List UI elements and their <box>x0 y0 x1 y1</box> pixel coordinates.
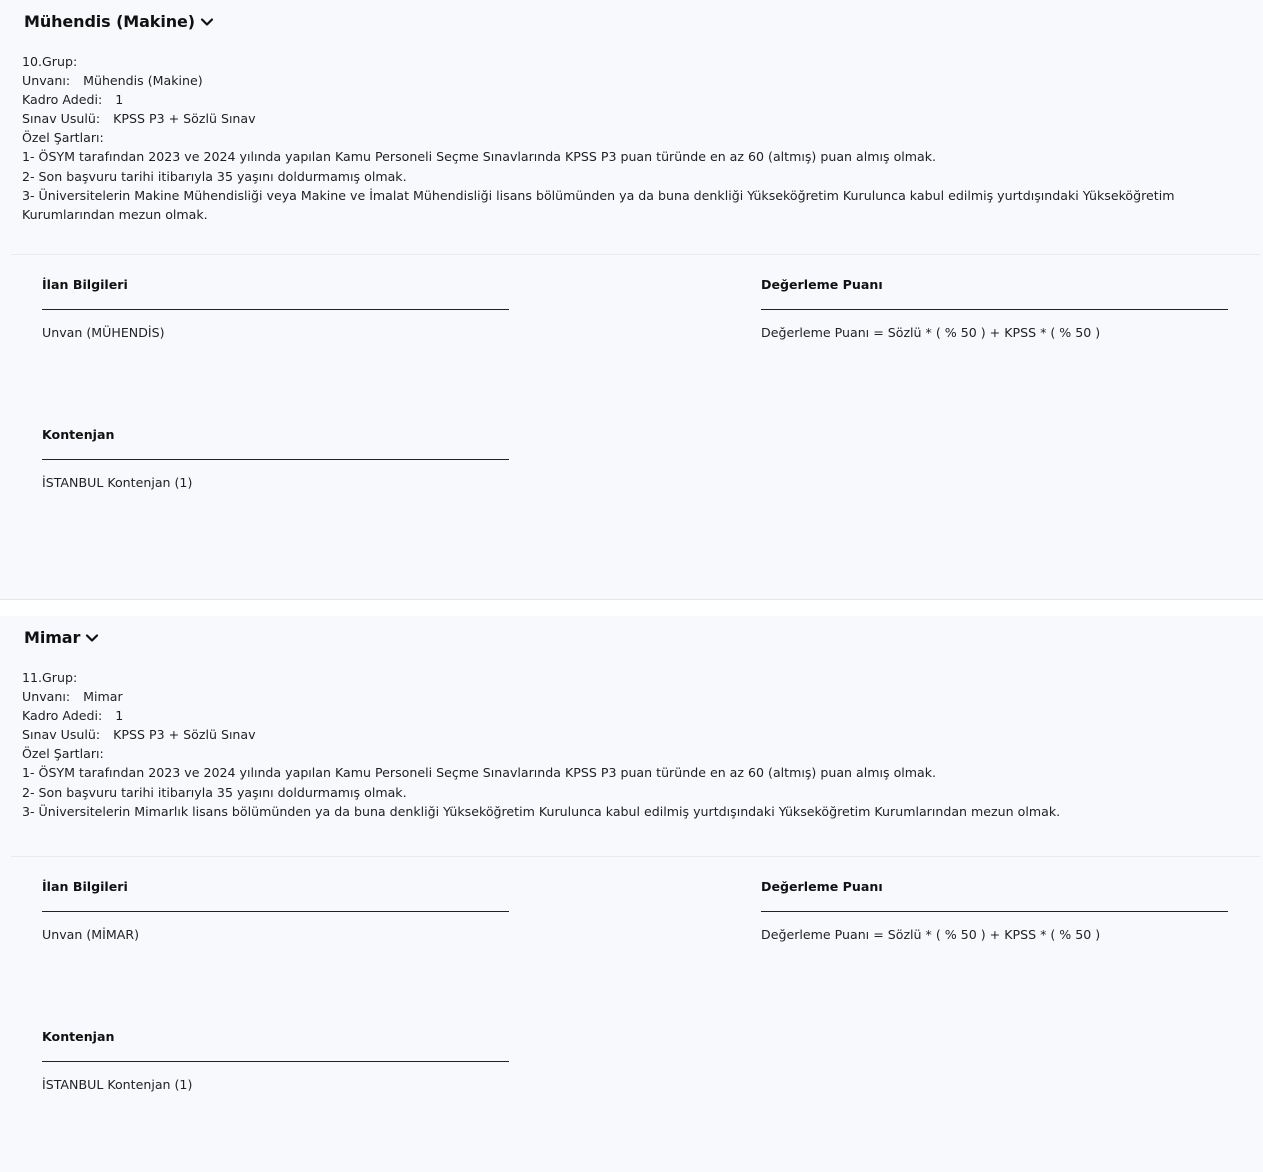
position-details <box>22 52 1247 224</box>
kadro-value: 1 <box>115 92 124 108</box>
kontenjan-value: İSTANBUL Kontenjan (1) <box>42 1077 193 1092</box>
section-divider <box>0 599 1263 600</box>
unvan-value: Mimar <box>83 689 123 705</box>
kadro-value: 1 <box>115 708 124 724</box>
kontenjan-title: Kontenjan <box>42 1029 115 1044</box>
condition-item: 3- Üniversitelerin Mimarlık lisans bölümünden ya da buna denkliği Yükseköğretim Kurulunca kabul edilmiş yurtdışındaki Yükseköğretim Kurumlarından mezun olmak. <box>22 803 1061 819</box>
unvan-label: Unvanı: <box>22 689 71 705</box>
ozel-sartlar-label: Özel Şartları: <box>22 130 104 146</box>
condition-item: 2- Son başvuru tarihi itibarıyla 35 yaşını doldurmamış olmak. <box>22 784 407 800</box>
degerleme-puani-value: Değerleme Puanı = Sözlü * ( % 50 ) + KPSS * ( % 50 ) <box>761 325 1101 340</box>
condition-item: 3- Üniversitelerin Makine Mühendisliği veya Makine ve İmalat Mühendisliği lisans bölümünden ya da buna denkliği Yükseköğretim Kurulunca kabul edilmiş yurtdışındaki Yükseköğretim Kurumlarından mezun olmak. <box>22 187 1175 222</box>
sinav-row <box>22 109 1247 128</box>
divider <box>11 254 1260 255</box>
divider <box>761 911 1228 912</box>
divider <box>42 309 509 310</box>
kontenjan-block <box>42 1029 509 1093</box>
sinav-row <box>22 725 1247 744</box>
sinav-value: KPSS P3 + Sözlü Sınav <box>113 727 256 743</box>
divider <box>42 459 509 460</box>
group-number: 10.Grup: <box>22 54 78 69</box>
kontenjan-value: İSTANBUL Kontenjan (1) <box>42 475 193 490</box>
ilan-bilgileri-block <box>42 879 509 943</box>
divider <box>761 309 1228 310</box>
ilan-bilgileri-title: İlan Bilgileri <box>42 879 128 894</box>
chevron-down-icon <box>200 15 214 29</box>
degerleme-puani-title: Değerleme Puanı <box>761 879 883 894</box>
kadro-label: Kadro Adedi: <box>22 708 103 724</box>
condition-item: 2- Son başvuru tarihi itibarıyla 35 yaşını doldurmamış olmak. <box>22 168 407 184</box>
section-title: Mimar <box>24 628 81 647</box>
unvan-value: Mühendis (Makine) <box>83 73 203 89</box>
sinav-value: KPSS P3 + Sözlü Sınav <box>113 111 256 127</box>
sinav-label: Sınav Usulü: <box>22 111 101 127</box>
unvan-row <box>22 71 1247 90</box>
position-section-mimar <box>0 616 1263 1172</box>
chevron-down-icon <box>85 631 99 645</box>
ilan-bilgileri-value: Unvan (MİMAR) <box>42 927 139 942</box>
divider <box>42 911 509 912</box>
position-details <box>22 668 1247 821</box>
unvan-label: Unvanı: <box>22 73 71 89</box>
section-title: Mühendis (Makine) <box>24 12 195 31</box>
ilan-bilgileri-title: İlan Bilgileri <box>42 277 128 292</box>
degerleme-puani-value: Değerleme Puanı = Sözlü * ( % 50 ) + KPSS * ( % 50 ) <box>761 927 1101 942</box>
section-toggle-header[interactable] <box>24 12 214 31</box>
divider <box>42 1061 509 1062</box>
degerleme-puani-block <box>761 277 1228 341</box>
condition-item: 1- ÖSYM tarafından 2023 ve 2024 yılında yapılan Kamu Personeli Seçme Sınavlarında KPSS P3 puan türünde en az 60 (altmış) puan almış olmak. <box>22 765 937 781</box>
kontenjan-title: Kontenjan <box>42 427 115 442</box>
group-number: 11.Grup: <box>22 670 78 685</box>
kadro-row <box>22 90 1247 109</box>
degerleme-puani-block <box>761 879 1228 943</box>
ilan-bilgileri-value: Unvan (MÜHENDİS) <box>42 325 165 340</box>
divider <box>11 856 1260 857</box>
kadro-row <box>22 706 1247 725</box>
ozel-sartlar-label: Özel Şartları: <box>22 746 104 762</box>
kadro-label: Kadro Adedi: <box>22 92 103 108</box>
condition-item: 1- ÖSYM tarafından 2023 ve 2024 yılında yapılan Kamu Personeli Seçme Sınavlarında KPSS P3 puan türünde en az 60 (altmış) puan almış olmak. <box>22 149 937 165</box>
unvan-row <box>22 687 1247 706</box>
sinav-label: Sınav Usulü: <box>22 727 101 743</box>
ilan-bilgileri-block <box>42 277 509 341</box>
kontenjan-block <box>42 427 509 491</box>
degerleme-puani-title: Değerleme Puanı <box>761 277 883 292</box>
section-toggle-header[interactable] <box>24 628 99 647</box>
